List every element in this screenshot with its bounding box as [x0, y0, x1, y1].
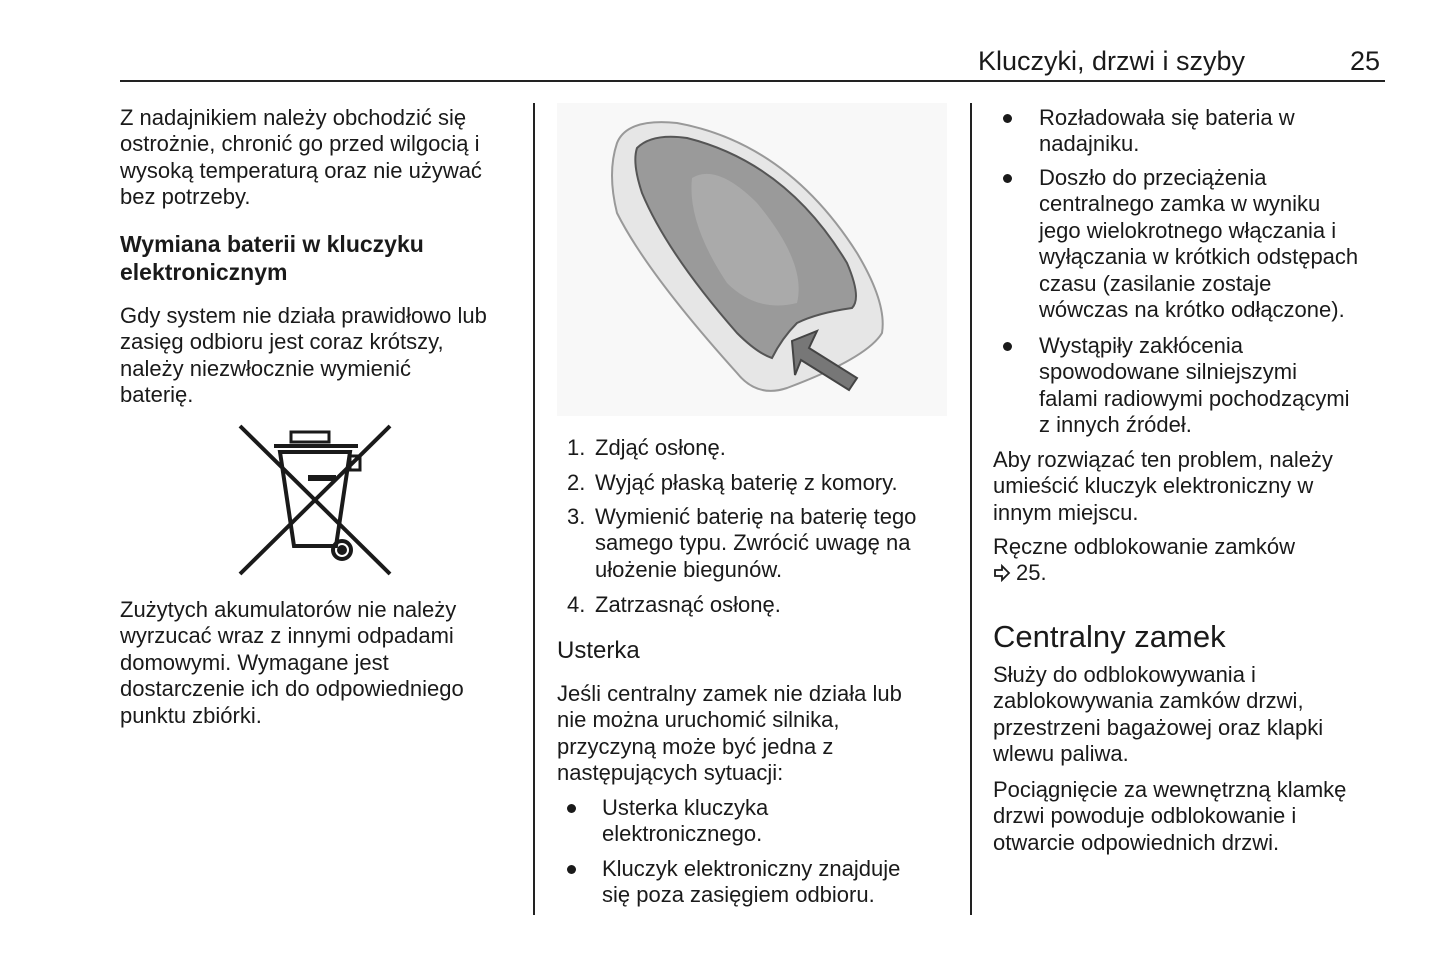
paragraph: Pociągnięcie za wewnętrzną klamkę drzwi powoduje odblokowanie i otwarcie odpowiednich drzwi. — [993, 777, 1347, 855]
step-text: Wyjąć płaską baterię z komory. — [595, 470, 898, 495]
step-number: 2. — [567, 470, 586, 495]
section-heading: Usterka — [557, 637, 640, 664]
bullet-item: Usterka kluczyka elektronicznego. — [602, 795, 769, 847]
bullet-icon — [1003, 342, 1012, 351]
key-fob-battery-illustration — [557, 103, 947, 416]
cross-reference-link[interactable]: 25. — [1016, 560, 1047, 585]
section-title: Kluczyki, drzwi i szyby — [978, 46, 1246, 76]
bullet-icon — [1003, 174, 1012, 183]
step-number: 1. — [567, 435, 586, 460]
step-number: 4. — [567, 592, 586, 617]
bullet-icon — [567, 804, 576, 813]
bullet-item: Wystąpiły zakłócenia spowodowane silniejszymi falami radiowymi pochodzącymi z innych źródeł. — [1039, 333, 1350, 438]
column-divider — [533, 103, 535, 915]
cross-reference-text: Ręczne odblokowanie zamków — [993, 534, 1296, 559]
bullet-icon — [1003, 114, 1012, 123]
page-number: 25 — [1350, 46, 1381, 76]
paragraph: Służy do odblokowywania i zablokowywania zamków drzwi, przestrzeni bagażowej oraz klapki wlewu paliwa. — [993, 662, 1324, 767]
paragraph: Z nadajnikiem należy obchodzić się ostrożnie, chronić go przed wilgocią i wysoką temperaturą oraz nie używać bez potrzeby. — [120, 105, 482, 210]
crossed-bin-recycling-icon — [236, 422, 394, 583]
header-rule — [120, 80, 1385, 82]
paragraph: Jeśli centralny zamek nie działa lub nie można uruchomić silnika, przyczyną może być jedna z następujących sytuacji: — [557, 681, 902, 786]
section-heading: Centralny zamek — [993, 619, 1226, 654]
paragraph: Zużytych akumulatorów nie należy wyrzucać wraz z innymi odpadami domowymi. Wymagane jest dostarczenie ich do odpowiedniego punktu zbiórki. — [120, 597, 464, 728]
step-text: Zatrzasnąć osłonę. — [595, 592, 781, 617]
section-heading: Wymiana baterii w kluczyku elektronicznym — [120, 231, 424, 285]
step-text: Wymienić baterię na baterię tego samego typu. Zwrócić uwagę na ułożenie biegunów. — [595, 504, 917, 582]
step-text: Zdjąć osłonę. — [595, 435, 726, 460]
paragraph: Aby rozwiązać ten problem, należy umieścić kluczyk elektroniczny w innym miejscu. — [993, 447, 1333, 525]
bullet-item: Doszło do przeciążenia centralnego zamka w wyniku jego wielokrotnego włączania i wyłączania w krótkich odstępach czasu (zasilanie zostaje wówczas na krótko odłączone). — [1039, 165, 1359, 323]
step-number: 3. — [567, 504, 586, 529]
column-divider — [970, 103, 972, 915]
bullet-item: Kluczyk elektroniczny znajduje się poza zasięgiem odbioru. — [602, 856, 901, 908]
paragraph: Gdy system nie działa prawidłowo lub zasięg odbioru jest coraz krótszy, należy niezwłocznie wymienić baterię. — [120, 303, 487, 408]
bullet-item: Rozładowała się bateria w nadajniku. — [1039, 105, 1295, 157]
cross-reference-arrow-icon — [993, 564, 1011, 587]
bullet-icon — [567, 865, 576, 874]
